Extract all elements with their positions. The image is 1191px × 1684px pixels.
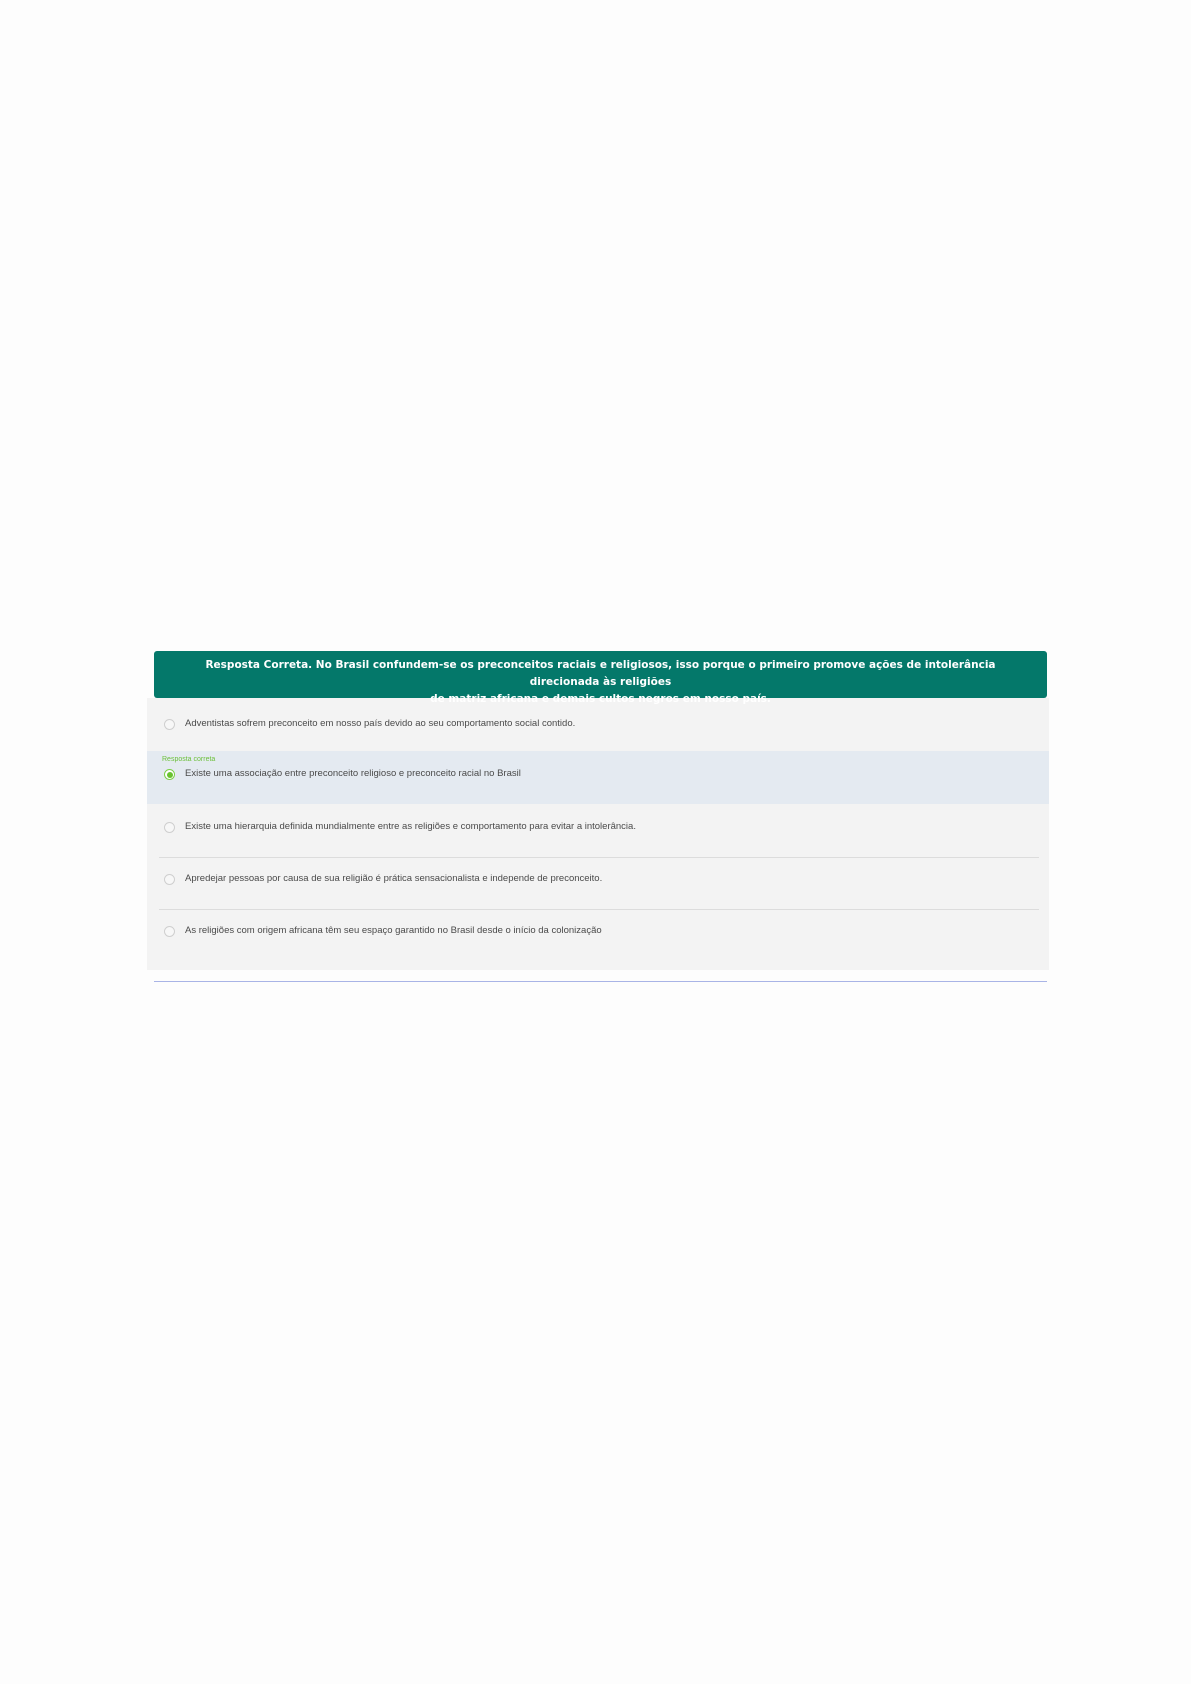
option-d[interactable] <box>147 858 1049 909</box>
radio-button-option-a[interactable] <box>164 719 175 730</box>
radio-button-option-c[interactable] <box>164 822 175 833</box>
answer-feedback-banner <box>154 651 1047 705</box>
option-e[interactable] <box>147 910 1049 970</box>
option-b-text: Existe uma associação entre preconceito religioso e preconceito racial no Brasil <box>185 768 521 779</box>
feedback-text-line-1: Resposta Correta. No Brasil confundem-se os preconceitos raciais e religiosos, isso porque o primeiro promove ações de intolerância direcionada às religiões <box>205 659 996 688</box>
feedback-text-line-2: de matriz africana e demais cultos negros em nosso país. <box>430 693 771 705</box>
correct-answer-label: Resposta correta <box>162 756 216 763</box>
answer-options-list <box>147 698 1049 970</box>
option-e-text: As religiões com origem africana têm seu espaço garantido no Brasil desde o início da colonização <box>185 925 602 936</box>
section-bottom-divider <box>154 981 1047 982</box>
option-c[interactable] <box>147 804 1049 857</box>
radio-button-option-b[interactable] <box>164 769 175 780</box>
radio-button-option-e[interactable] <box>164 926 175 937</box>
option-b-selected[interactable] <box>147 751 1049 804</box>
option-a-text: Adventistas sofrem preconceito em nosso país devido ao seu comportamento social contido. <box>185 718 576 729</box>
option-d-text: Apredejar pessoas por causa de sua religião é prática sensacionalista e independe de preconceito. <box>185 873 603 884</box>
radio-button-option-d[interactable] <box>164 874 175 885</box>
option-c-text: Existe uma hierarquia definida mundialmente entre as religiões e comportamento para evitar a intolerância. <box>185 821 636 832</box>
